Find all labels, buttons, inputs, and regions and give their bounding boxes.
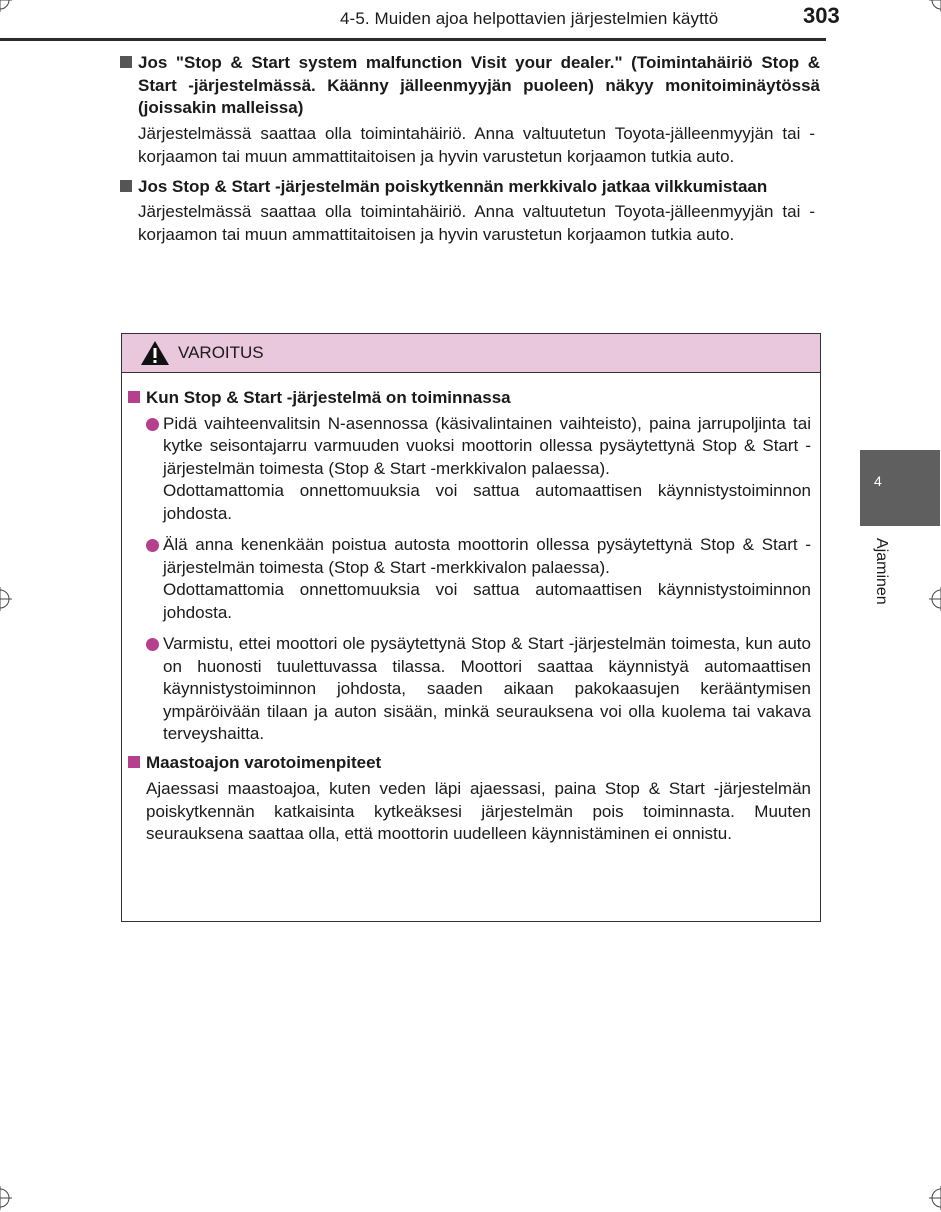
bullet-text: Varmistu, ettei moottori ole pysäytettynä Stop & Start -järjestelmän toimesta, kun auto on huonosti tuulettuvassa tilassa. Moottori saattaa käynnistyä automaattisen käynnistystoiminnon johdosta, saaden aikaan pakokaasujen kerääntymisen ympäröivään tilaan ja auton sisään, minkä seurauksena voi olla kuolema tai vakava terveyshaitta. [163, 634, 811, 743]
square-bullet-icon [128, 391, 140, 403]
square-bullet-icon [120, 56, 132, 68]
running-head: 4-5. Muiden ajoa helpottavien järjestelmien käyttö [340, 9, 719, 28]
crop-mark [929, 587, 941, 613]
warning-body [122, 373, 820, 846]
circle-bullet-icon [146, 418, 159, 431]
square-bullet-icon [128, 756, 140, 768]
main-content [120, 52, 820, 246]
bullet-note: Odottamattomia onnettomuuksia voi sattua automaattisen käynnistystoiminnon johdosta. [163, 580, 811, 622]
warning-section-body: Ajaessasi maastoajoa, kuten veden läpi ajaessasi, paina Stop & Start -järjestelmän poiskytkennän katkaisinta kytkeäksesi järjestelmän pois toiminnasta. Muuten seurauksena saattaa olla, että moottorin uudelleen käynnistäminen ei onnistu. [146, 779, 811, 843]
crop-mark [0, 0, 14, 14]
crop-mark [0, 587, 14, 613]
bullet-note: Odottamattomia onnettomuuksia voi sattua automaattisen käynnistystoiminnon johdosta. [163, 481, 811, 523]
section-heading-text: Jos Stop & Start -järjestelmän poiskytkennän merkkivalo jatkaa vilkkumistaan [138, 176, 768, 196]
circle-bullet-icon [146, 539, 159, 552]
chapter-number: 4 [874, 473, 882, 489]
warning-title: VAROITUS [178, 343, 264, 362]
section-body: Järjestelmässä saattaa olla toimintahäiriö. Anna valtuutetun Toyota-jälleenmyyjän tai -korjaamon tai muun ammattitaitoisen ja hyvin varustetun korjaamon tutkia auto. [138, 123, 815, 166]
warning-section-heading [128, 752, 812, 775]
chapter-tab [860, 450, 940, 526]
page-number: 303 [803, 3, 840, 28]
warning-section-heading-text: Kun Stop & Start -järjestelmä on toiminnassa [146, 388, 511, 407]
square-bullet-icon [120, 180, 132, 192]
warning-bullet [128, 413, 811, 526]
warning-header [122, 334, 820, 373]
section-heading-text: Jos "Stop & Start system malfunction Visit your dealer." (Toimintahäiriö Stop & Start -järjestelmässä. Käänny jälleenmyyjän puoleen) näkyy monitoiminäytössä (joissakin malleissa) [138, 53, 820, 117]
section-heading [120, 52, 820, 120]
chapter-label: Ajaminen [873, 538, 890, 605]
crop-mark [0, 1186, 14, 1212]
section-body: Järjestelmässä saattaa olla toimintahäiriö. Anna valtuutetun Toyota-jälleenmyyjän tai -korjaamon tai muun ammattitaitoisen ja hyvin varustetun korjaamon tutkia auto. [138, 202, 815, 244]
warning-box [121, 333, 821, 922]
crop-mark [929, 0, 941, 14]
circle-bullet-icon [146, 638, 159, 651]
warning-triangle-icon [140, 340, 170, 366]
bullet-text: Pidä vaihteenvalitsin N-asennossa (käsivalintainen vaihteisto), paina jarrupoljinta tai kytke seisontajarru varmuuden vuoksi moottorin ollessa pysäytettynä Stop & Start -järjestelmän toimesta (Stop & Start -merkkivalon palaessa). [163, 413, 811, 478]
crop-mark [929, 1186, 941, 1212]
header-rule [0, 38, 826, 41]
warning-section-heading-text: Maastoajon varotoimenpiteet [146, 752, 382, 772]
warning-bullet [128, 534, 811, 624]
warning-section-heading [128, 387, 812, 410]
bullet-text: Älä anna kenenkään poistua autosta moottorin ollessa pysäytettynä Stop & Start -järjestelmän toimesta (Stop & Start -merkkivalon palaessa). [163, 535, 811, 577]
warning-bullet [128, 633, 811, 746]
section-heading [120, 176, 820, 199]
